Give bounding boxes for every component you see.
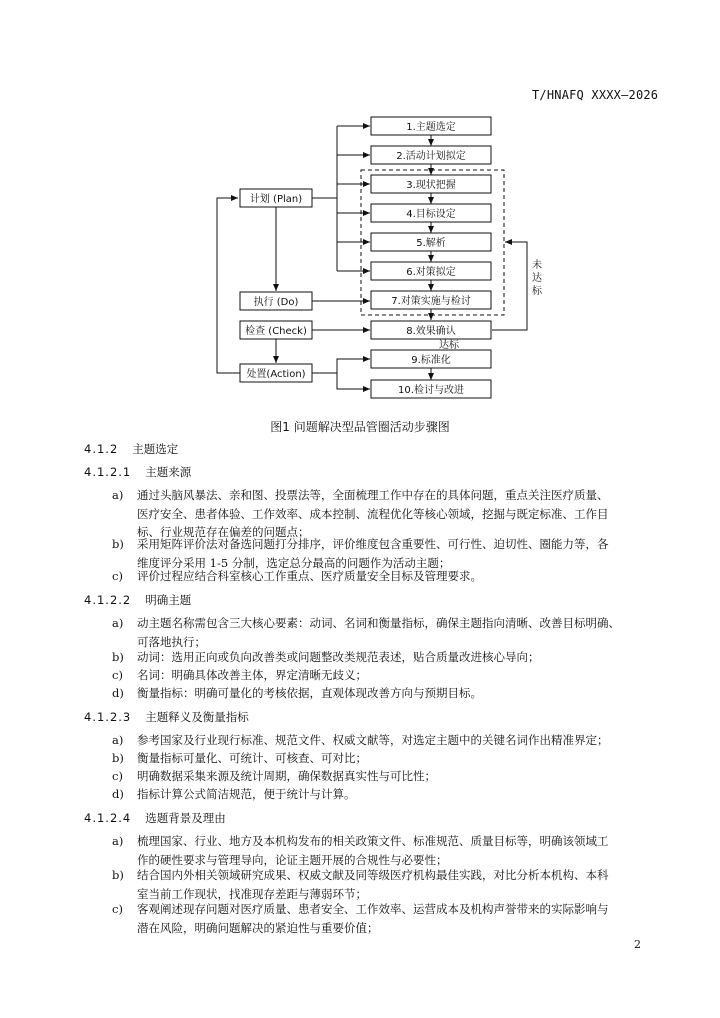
step-label: 8.效果确认: [406, 326, 456, 337]
section-heading: [84, 709, 249, 725]
figure-caption: 图1 问题解决型品管圈活动步骤图: [270, 420, 450, 434]
list-line: 衡量指标：明确可量化的考核依据，直观体现改善方向与预期目标。: [137, 686, 482, 700]
list-marker: d): [112, 787, 124, 801]
list-line: 衡量指标可量化、可统计、可核查、可对比；: [137, 751, 367, 765]
list-line: 室当前工作现状，找准现存差距与薄弱环节；: [137, 886, 367, 901]
not-met-label: 未: [532, 260, 542, 271]
list-marker: a): [112, 834, 124, 848]
phase-label: 执行 (Do): [253, 297, 299, 308]
step-label: 9.标准化: [411, 355, 451, 366]
step-label: 7.对策实施与检讨: [391, 296, 471, 307]
list-line: 采用矩阵评价法对备选问题打分排序，评价维度包含重要性、可行性、迫切性、圈能力等，各: [137, 537, 609, 551]
list-marker: c): [112, 769, 123, 783]
phase-label: 检查 (Check): [245, 326, 307, 337]
step-label: 10.检讨与改进: [398, 385, 464, 396]
list-line: 指标计算公式简洁规范，便于统计与计算。: [137, 787, 356, 801]
list-line: 明确数据采集来源及统计周期，确保数据真实性与可比性；: [137, 769, 436, 783]
section-heading: [84, 464, 191, 480]
list-marker: c): [112, 668, 123, 682]
list-marker: a): [112, 488, 124, 502]
page-number: 2: [634, 938, 641, 951]
list-line: 评价过程应结合科室核心工作重点、医疗质量安全目标及管理要求。: [137, 569, 482, 583]
phase-label: 处置(Action): [246, 369, 306, 380]
list-line: 参考国家及行业现行标准、规范文件、权威文献等，对选定主题中的关键名词作出精准界定；: [137, 733, 609, 747]
section-number: 4.1.2.1: [84, 465, 132, 479]
section-heading: [84, 441, 178, 457]
step-label: 4.目标设定: [406, 209, 456, 220]
list-line: 标、行业规范存在偏差的问题点；: [137, 525, 310, 539]
section-title: 选题背景及理由: [145, 811, 226, 825]
section-title: 主题来源: [145, 465, 192, 479]
section-number: 4.1.2.2: [84, 593, 132, 607]
list-line: 名词：明确具体改善主体，界定清晰无歧义；: [137, 668, 367, 682]
list-line: 潜在风险，明确问题解决的紧迫性与重要价值；: [137, 920, 379, 935]
list-line: 动主题名称需包含三大核心要素：动词、名词和衡量指标，确保主题指向清晰、改善目标明确、: [137, 616, 620, 630]
list-marker: b): [112, 650, 124, 664]
section-title: 明确主题: [145, 593, 192, 607]
section-heading: [84, 810, 226, 826]
list-marker: a): [112, 616, 124, 630]
step-label: 1.主题选定: [406, 122, 456, 133]
phase-label: 计划 (Plan): [249, 194, 303, 205]
list-marker: d): [112, 686, 124, 700]
not-met-label: 达: [532, 273, 542, 284]
section-heading: [84, 592, 191, 608]
list-line: 动词：选用正向或负向改善类或问题整改类规范表述，贴合质量改进核心导向；: [137, 650, 540, 664]
list-marker: b): [112, 868, 124, 882]
list-line: 可落地执行；: [137, 634, 206, 649]
not-met-label: 标: [532, 286, 542, 297]
list-line: 结合国内外相关领域研究成果、权威文献及同等级医疗机构最佳实践，对比分析本机构、本科: [137, 868, 609, 882]
standard-code: T/HNAFQ XXXX—2026: [532, 88, 659, 102]
section-title: 主题释义及衡量指标: [145, 710, 249, 724]
list-line: 维度评分采用 1-5 分制，选定总分最高的问题作为活动主题；: [137, 555, 451, 570]
list-marker: c): [112, 569, 123, 583]
section-number: 4.1.2.3: [84, 710, 132, 724]
step-label: 5.解析: [416, 238, 446, 249]
section-number: 4.1.2.4: [84, 811, 132, 825]
list-line: 作的硬性要求与管理导向，论证主题开展的合规性与必要性；: [137, 852, 448, 867]
list-marker: b): [112, 751, 124, 765]
list-marker: b): [112, 537, 124, 551]
step-label: 2.活动计划拟定: [396, 151, 466, 162]
section-title: 主题选定: [132, 442, 179, 456]
section-number: 4.1.2: [84, 442, 119, 456]
list-marker: c): [112, 902, 123, 916]
list-line: 通过头脑风暴法、亲和图、投票法等，全面梳理工作中存在的具体问题，重点关注医疗质量、: [137, 488, 609, 502]
list-marker: a): [112, 733, 124, 747]
list-line: 医疗安全、患者体验、工作效率、成本控制、流程优化等核心领域，挖掘与既定标准、工作目: [137, 506, 609, 521]
list-line: 客观阐述现存问题对医疗质量、患者安全、工作效率、运营成本及机构声誉带来的实际影响与: [137, 902, 609, 916]
pdca-flowchart: [0, 0, 720, 410]
met-label: 达标: [439, 340, 459, 351]
step-label: 3.现状把握: [406, 180, 456, 191]
list-line: 梳理国家、行业、地方及本机构发布的相关政策文件、标准规范、质量目标等，明确该领域工: [137, 834, 609, 848]
step-label: 6.对策拟定: [406, 267, 456, 278]
